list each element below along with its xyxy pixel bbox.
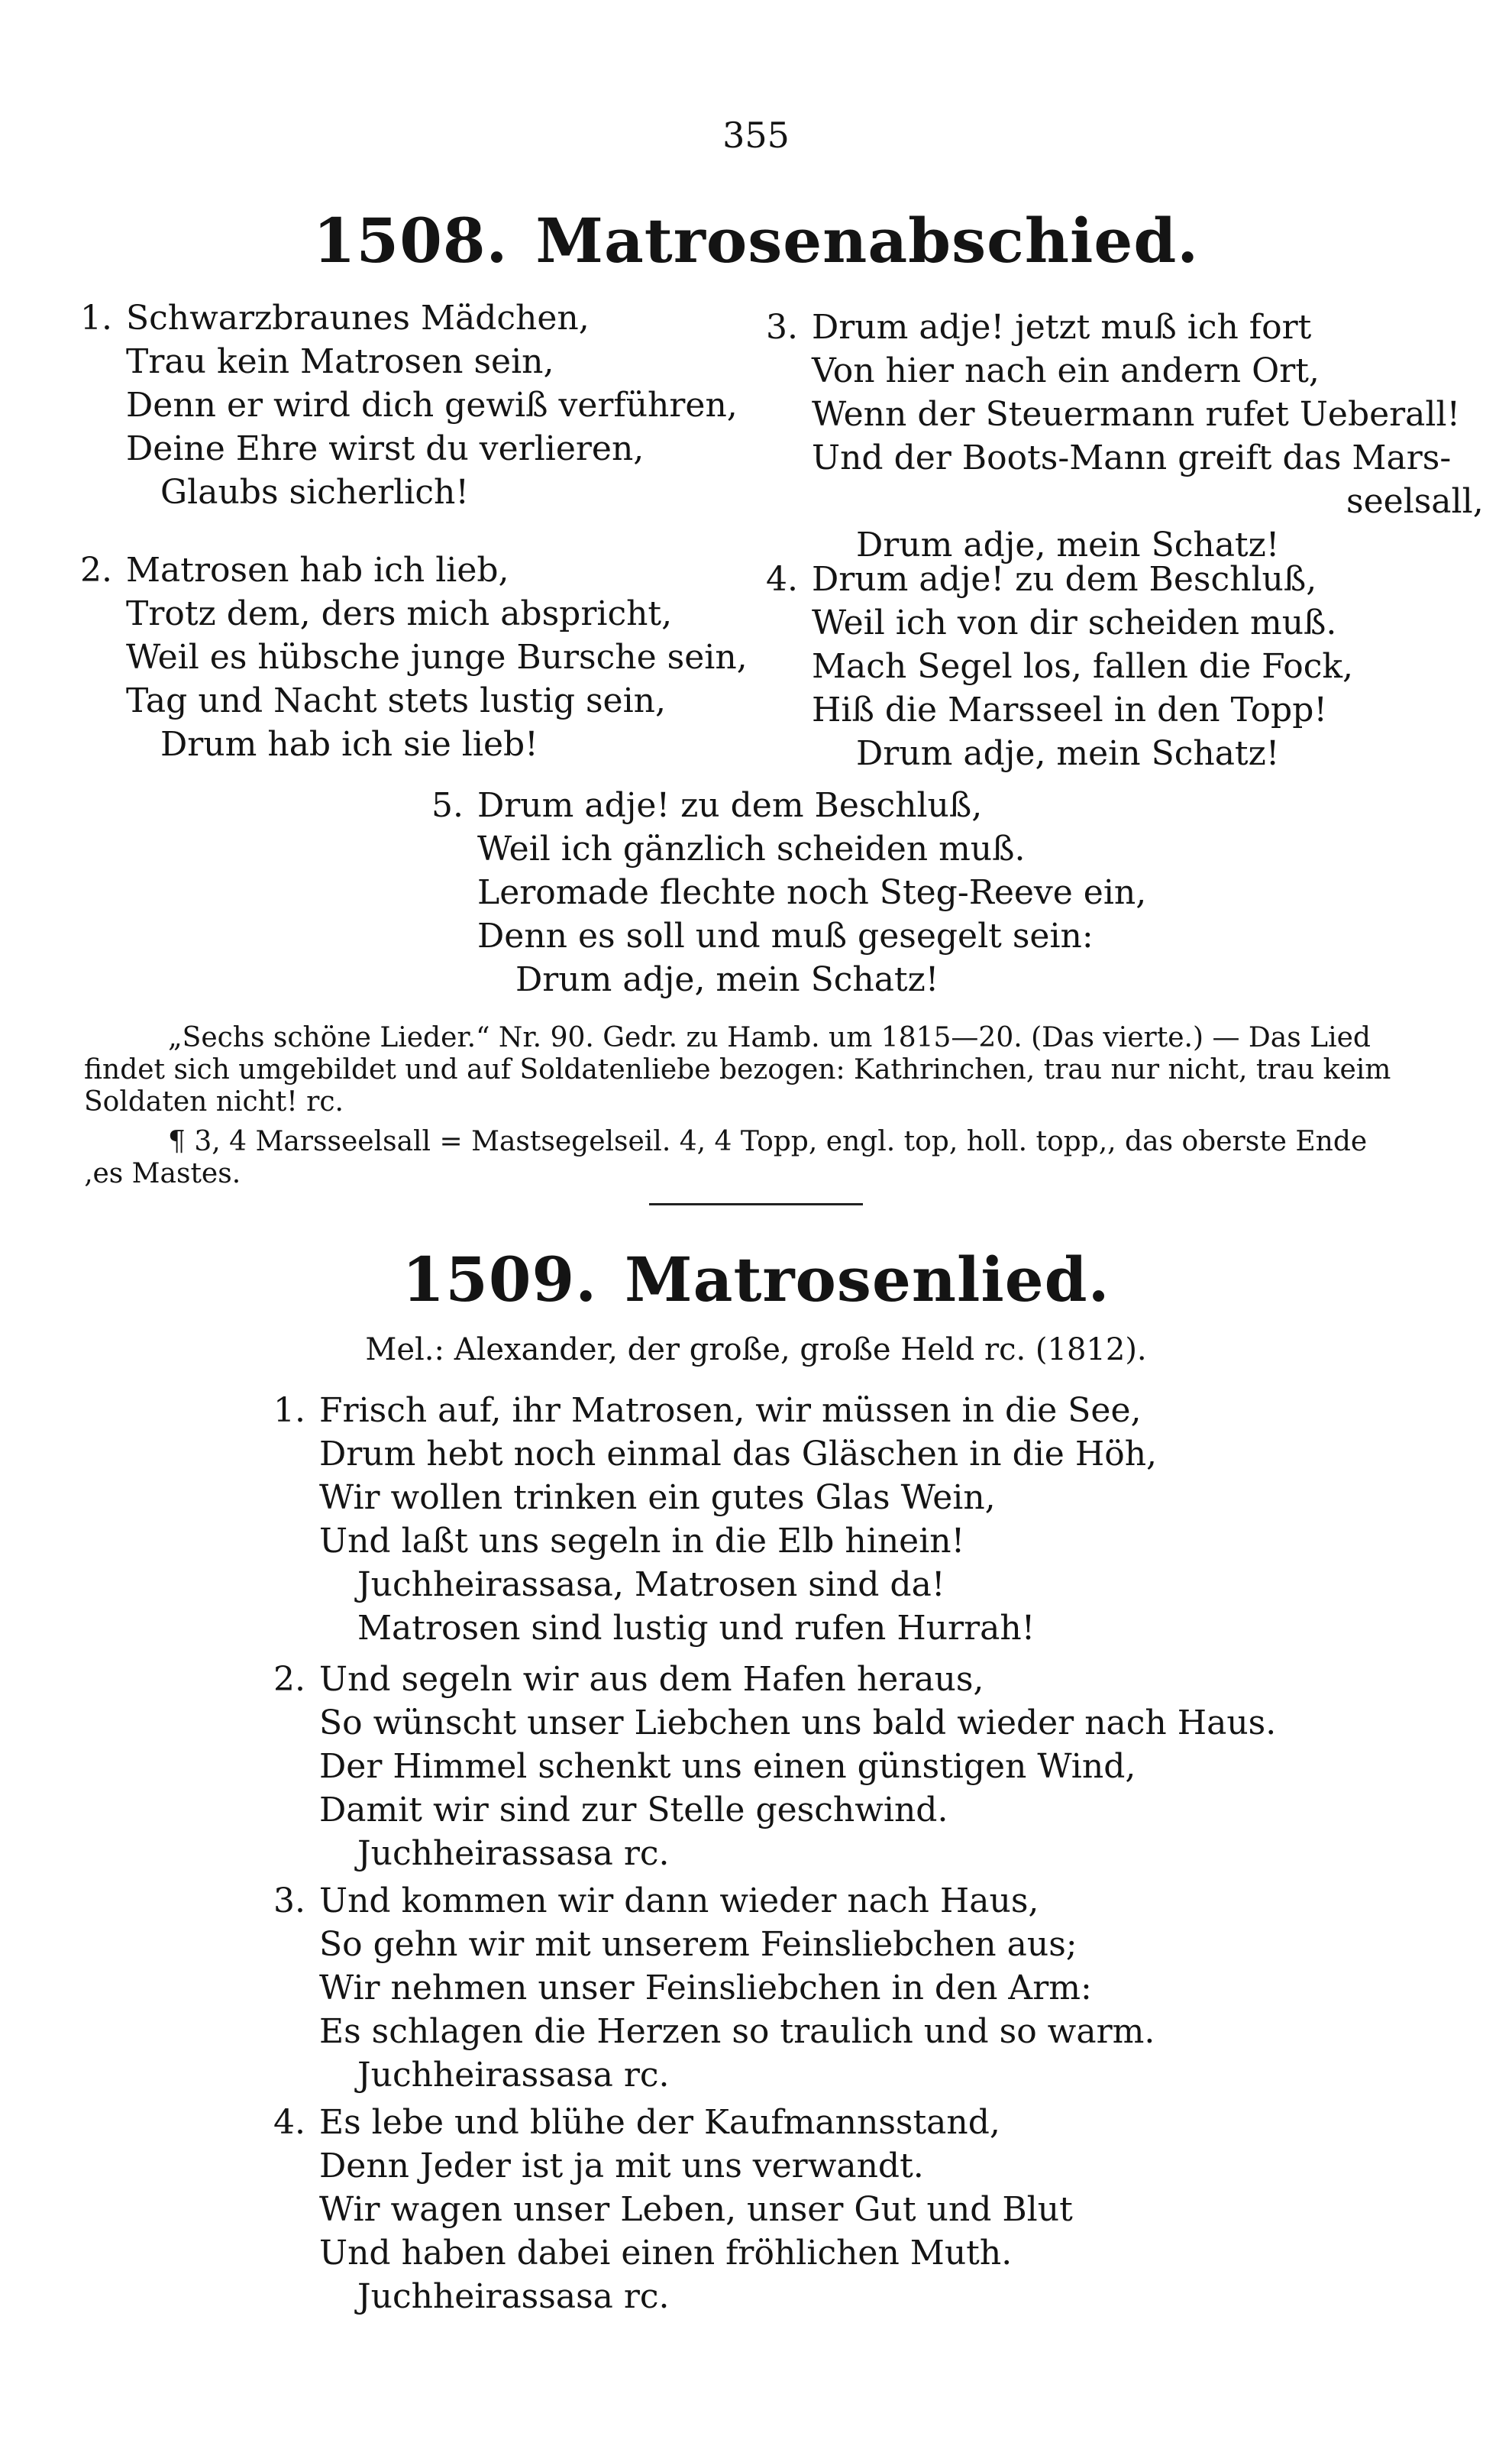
verse-line: Weil ich von dir scheiden muß. [812, 603, 1337, 642]
song-title: Matrosenlied. [625, 1244, 1110, 1315]
refrain-line: Juchheirassasa rc. [357, 2056, 670, 2095]
source-note: Soldaten nicht! rc. [84, 1086, 344, 1118]
refrain-line: Juchheirassasa rc. [357, 2277, 670, 2316]
verse-line: Schwarzbraunes Mädchen, [126, 299, 590, 338]
verse-line: So wünscht unser Liebchen uns bald wieder nach Haus. [319, 1703, 1277, 1742]
verse-line: Tag und Nacht stets lustig sein, [126, 681, 666, 720]
verse-line: Von hier nach ein andern Ort, [812, 351, 1320, 390]
verse-line: Drum adje, mein Schatz! [856, 734, 1280, 773]
song-number: 1509. [402, 1244, 598, 1315]
verse-line: Denn er wird dich gewiß verführen, [126, 386, 738, 425]
stanza-number: 1. [273, 1391, 305, 1430]
verse-line: Und laßt uns segeln in die Elb hinein! [319, 1522, 965, 1561]
stanza-number: 2. [80, 551, 112, 590]
stanza-number: 2. [273, 1660, 305, 1699]
verse-line: Matrosen hab ich lieb, [126, 551, 509, 590]
verse-line: Damit wir sind zur Stelle geschwind. [319, 1791, 948, 1829]
verse-line: Leromade flechte noch Steg-Reeve ein, [477, 873, 1147, 912]
verse-line: Der Himmel schenkt uns einen günstigen Wind, [319, 1747, 1136, 1786]
verse-line: Denn es soll und muß gesegelt sein: [477, 917, 1094, 956]
verse-line: Drum hebt noch einmal das Gläschen in die Höh, [319, 1435, 1158, 1474]
verse-line: Es lebe und blühe der Kaufmannsstand, [319, 2103, 1000, 2142]
verse-line: Drum adje! zu dem Beschluß, [812, 560, 1317, 599]
stanza-number: 1. [80, 299, 112, 338]
melody-line: Mel.: Alexander, der große, große Held rc. (1812). [365, 1332, 1147, 1367]
verse-line: Drum adje! zu dem Beschluß, [477, 786, 983, 825]
stanza-number: 3. [273, 1881, 305, 1920]
stanza-number: 5. [431, 786, 464, 825]
verse-line: Frisch auf, ihr Matrosen, wir müssen in die See, [319, 1391, 1142, 1430]
verse-line: Weil ich gänzlich scheiden muß. [477, 830, 1026, 869]
glossary-note: ¶ 3, 4 Marsseelsall = Mastsegelseil. 4, 4 Topp, engl. top, holl. topp,, das oberste Ende [168, 1126, 1368, 1157]
verse-line: seelsall, [1346, 482, 1484, 521]
verse-line: Wir wollen trinken ein gutes Glas Wein, [319, 1478, 996, 1517]
source-note: „Sechs schöne Lieder.“ Nr. 90. Gedr. zu Hamb. um 1815—20. (Das vierte.) — Das Lied [168, 1022, 1371, 1053]
section-divider [649, 1203, 863, 1205]
verse-line: So gehn wir mit unserem Feinsliebchen aus; [319, 1925, 1077, 1964]
verse-line: Und der Boots-Mann greift das Mars- [812, 438, 1452, 477]
song-heading-1508 [0, 205, 1512, 277]
verse-line: Wir nehmen unser Feinsliebchen in den Arm: [319, 1969, 1092, 2007]
refrain-line: Juchheirassasa rc. [357, 1834, 670, 1873]
verse-line: Drum adje, mein Schatz! [515, 960, 939, 999]
song-heading-1509 [0, 1244, 1512, 1315]
verse-line: Wenn der Steuermann rufet Ueberall! [812, 395, 1461, 434]
page-number: 355 [722, 115, 790, 156]
verse-line: Weil es hübsche junge Bursche sein, [126, 638, 748, 677]
verse-line: Trau kein Matrosen sein, [126, 342, 554, 381]
verse-line: Hiß die Marsseel in den Topp! [812, 691, 1328, 730]
verse-line: Und haben dabei einen fröhlichen Muth. [319, 2234, 1013, 2273]
refrain-line: Matrosen sind lustig und rufen Hurrah! [357, 1609, 1035, 1648]
glossary-note: ‚es Mastes. [84, 1158, 241, 1189]
verse-line: Und kommen wir dann wieder nach Haus, [319, 1881, 1039, 1920]
song-title: Matrosenabschied. [535, 205, 1200, 277]
verse-line: Deine Ehre wirst du verlieren, [126, 429, 645, 468]
verse-line: Glaubs sicherlich! [160, 473, 470, 512]
verse-line: Wir wagen unser Leben, unser Gut und Blut [319, 2190, 1073, 2229]
song-number: 1508. [312, 205, 509, 277]
verse-line: Drum adje! jetzt muß ich fort [812, 308, 1312, 347]
stanza-number: 4. [273, 2103, 305, 2142]
verse-line: Denn Jeder ist ja mit uns verwandt. [319, 2147, 924, 2185]
verse-line: Mach Segel los, fallen die Fock, [812, 647, 1354, 686]
verse-line: Drum hab ich sie lieb! [160, 725, 538, 764]
verse-line: Trotz dem, ders mich abspricht, [126, 594, 673, 633]
stanza-number: 3. [766, 308, 798, 347]
verse-line: Es schlagen die Herzen so traulich und so warm. [319, 2012, 1155, 2051]
stanza-number: 4. [766, 560, 798, 599]
source-note: findet sich umgebildet und auf Soldatenliebe bezogen: Kathrinchen, trau nur nicht, trau keim [84, 1054, 1391, 1085]
refrain-line: Juchheirassasa, Matrosen sind da! [357, 1565, 945, 1604]
verse-line: Drum adje, mein Schatz! [856, 526, 1280, 565]
verse-line: Und segeln wir aus dem Hafen heraus, [319, 1660, 984, 1699]
